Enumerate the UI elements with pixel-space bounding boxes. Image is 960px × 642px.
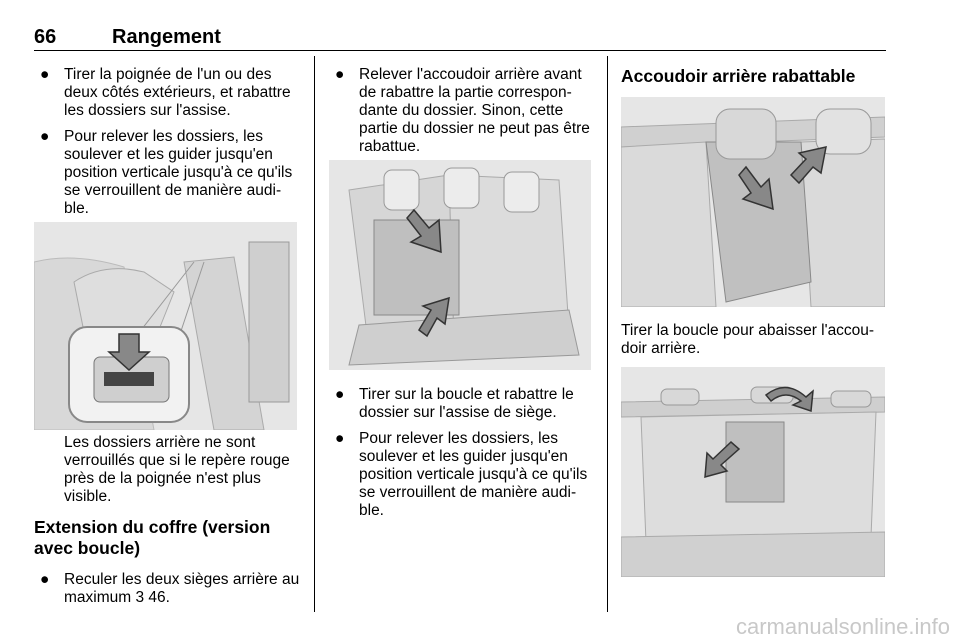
bullet-dot: ●	[40, 66, 50, 83]
bullet-item	[329, 386, 592, 422]
figure-armrest-fold	[621, 97, 885, 307]
bullet-text: Relever l'accoudoir arrière avant de rabattre la partie correspon-dante du dossier. Sinon, cette partie du dossier ne peut pas être rabattue.	[359, 66, 590, 155]
column-3-text	[621, 322, 887, 358]
rear-seat-illustration	[329, 160, 591, 370]
bullet-item	[329, 430, 592, 520]
bullet-dot: ●	[335, 386, 345, 403]
figure-seat-release-handle	[34, 222, 297, 430]
page-title: Rangement	[112, 26, 221, 48]
column-divider-1	[314, 56, 315, 612]
bullet-text: Reculer les deux sièges arrière au maximum	[64, 571, 300, 606]
bullet-item	[329, 66, 592, 156]
figure-armrest-lower	[621, 367, 885, 577]
seat-release-illustration	[34, 222, 297, 430]
watermark: carmanualsonline.info	[735, 614, 950, 639]
bullet-item	[34, 66, 300, 120]
paragraph: Tirer la boucle pour abaisser l'accou-doir arrière.	[621, 322, 875, 357]
caption-text: Les dossiers arrière ne sont verrouillés que si le repère rouge près de la poignée n'est plus visible.	[64, 434, 290, 505]
page-number: 66	[34, 26, 57, 48]
bullet-text: Pour relever les dossiers, les soulever et les guider jusqu'en position verticale jusqu'à ce qu'ils se verrouillent de manière audi-ble.	[64, 128, 293, 217]
column-3	[621, 66, 885, 87]
page-reference: 3 46.	[135, 589, 170, 606]
column-2	[329, 66, 592, 156]
bullet-text: Pour relever les dossiers, les soulever et les guider jusqu'en position verticale jusqu'à ce qu'ils se verrouillent de manière audi-ble.	[359, 430, 588, 519]
column-1-lower	[34, 517, 302, 607]
bullet-item	[34, 128, 300, 218]
bullet-text: Tirer sur la boucle et rabattre le dossier sur l'assise de siège.	[359, 386, 574, 421]
header-rule	[34, 50, 886, 51]
section-subheading: Extension du coffre (version avec boucle)	[34, 517, 271, 558]
figure-rear-seat-fold	[329, 160, 591, 370]
armrest-lower-illustration	[621, 367, 885, 577]
bullet-dot: ●	[40, 128, 50, 145]
column-divider-2	[607, 56, 608, 612]
column-2-lower	[329, 386, 592, 520]
figure-caption	[64, 434, 302, 506]
bullet-dot: ●	[40, 571, 50, 588]
section-heading: Accoudoir arrière rabattable	[621, 66, 856, 86]
bullet-text: Tirer la poignée de l'un ou des deux côtés extérieurs, et rabattre les dossiers sur l'assise.	[64, 66, 291, 119]
bullet-dot: ●	[335, 66, 345, 83]
column-1	[34, 66, 300, 218]
bullet-dot: ●	[335, 430, 345, 447]
bullet-item	[34, 571, 302, 607]
armrest-illustration	[621, 97, 885, 307]
